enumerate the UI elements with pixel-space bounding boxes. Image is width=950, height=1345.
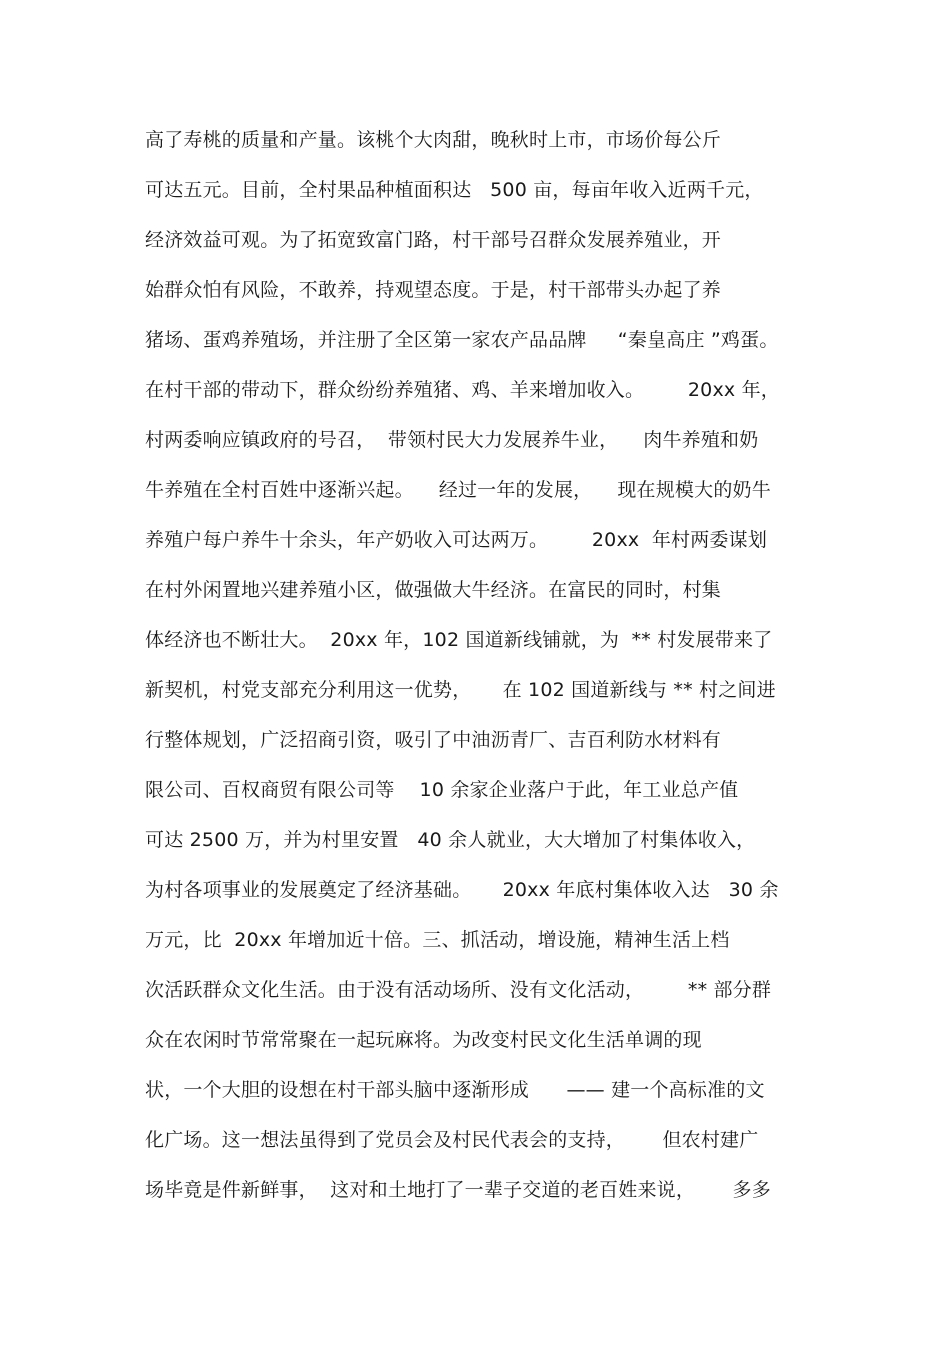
text-line: 众在农闲时节常常聚在一起玩麻将。为改变村民文化生活单调的现: [145, 1029, 702, 1051]
text-line: 限公司、百权商贸有限公司等 10 余家企业落户于此，年工业总产值: [145, 779, 739, 801]
text-line: 万元，比 20xx 年增加近十倍。三、抓活动，增设施，精神生活上档: [145, 929, 730, 951]
text-line: 可达五元。目前，全村果品种植面积达 500 亩，每亩年收入近两千元，: [145, 179, 764, 201]
text-line: 在村外闲置地兴建养殖小区，做强做大牛经济。在富民的同时，村集: [145, 579, 722, 601]
text-line: 在村干部的带动下，群众纷纷养殖猪、鸡、羊来增加收入。 20xx 年，: [145, 379, 780, 401]
text-line: 新契机，村党支部充分利用这一优势， 在 102 国道新线与 ** 村之间进: [145, 679, 776, 701]
text-line: 猪场、蛋鸡养殖场，并注册了全区第一家农产品品牌 “秦皇高庄 ”鸡蛋。: [145, 329, 779, 351]
text-line: 养殖户每户养牛十余头，年产奶收入可达两万。 20xx 年村两委谋划: [145, 529, 768, 551]
text-line: 次活跃群众文化生活。由于没有活动场所、没有文化活动， ** 部分群: [145, 979, 772, 1001]
text-line: 高了寿桃的质量和产量。该桃个大肉甜，晚秋时上市，市场价每公斤: [145, 129, 722, 151]
text-line: 村两委响应镇政府的号召， 带领村民大力发展养牛业， 肉牛养殖和奶: [145, 429, 759, 451]
text-line: 化广场。这一想法虽得到了党员会及村民代表会的支持， 但农村建广: [145, 1129, 759, 1151]
text-line: 状，一个大胆的设想在村干部头脑中逐渐形成 —— 建一个高标准的文: [145, 1079, 765, 1101]
text-line: 场毕竟是件新鲜事， 这对和土地打了一辈子交道的老百姓来说， 多多: [145, 1179, 771, 1201]
text-line: 行整体规划，广泛招商引资，吸引了中油沥青厂、吉百利防水材料有: [145, 729, 722, 751]
text-line: 牛养殖在全村百姓中逐渐兴起。 经过一年的发展， 现在规模大的奶牛: [145, 479, 771, 501]
body-text: [145, 122, 815, 1222]
text-line: 始群众怕有风险，不敢养，持观望态度。于是，村干部带头办起了养: [145, 279, 722, 301]
text-line: 为村各项事业的发展奠定了经济基础。 20xx 年底村集体收入达 30 余: [145, 879, 779, 901]
text-line: 可达 2500 万，并为村里安置 40 余人就业，大大增加了村集体收入，: [145, 829, 756, 851]
text-line: 体经济也不断壮大。 20xx 年，102 国道新线铺就，为 ** 村发展带来了: [145, 629, 773, 651]
text-line: 经济效益可观。为了拓宽致富门路，村干部号召群众发展养殖业，开: [145, 229, 722, 251]
